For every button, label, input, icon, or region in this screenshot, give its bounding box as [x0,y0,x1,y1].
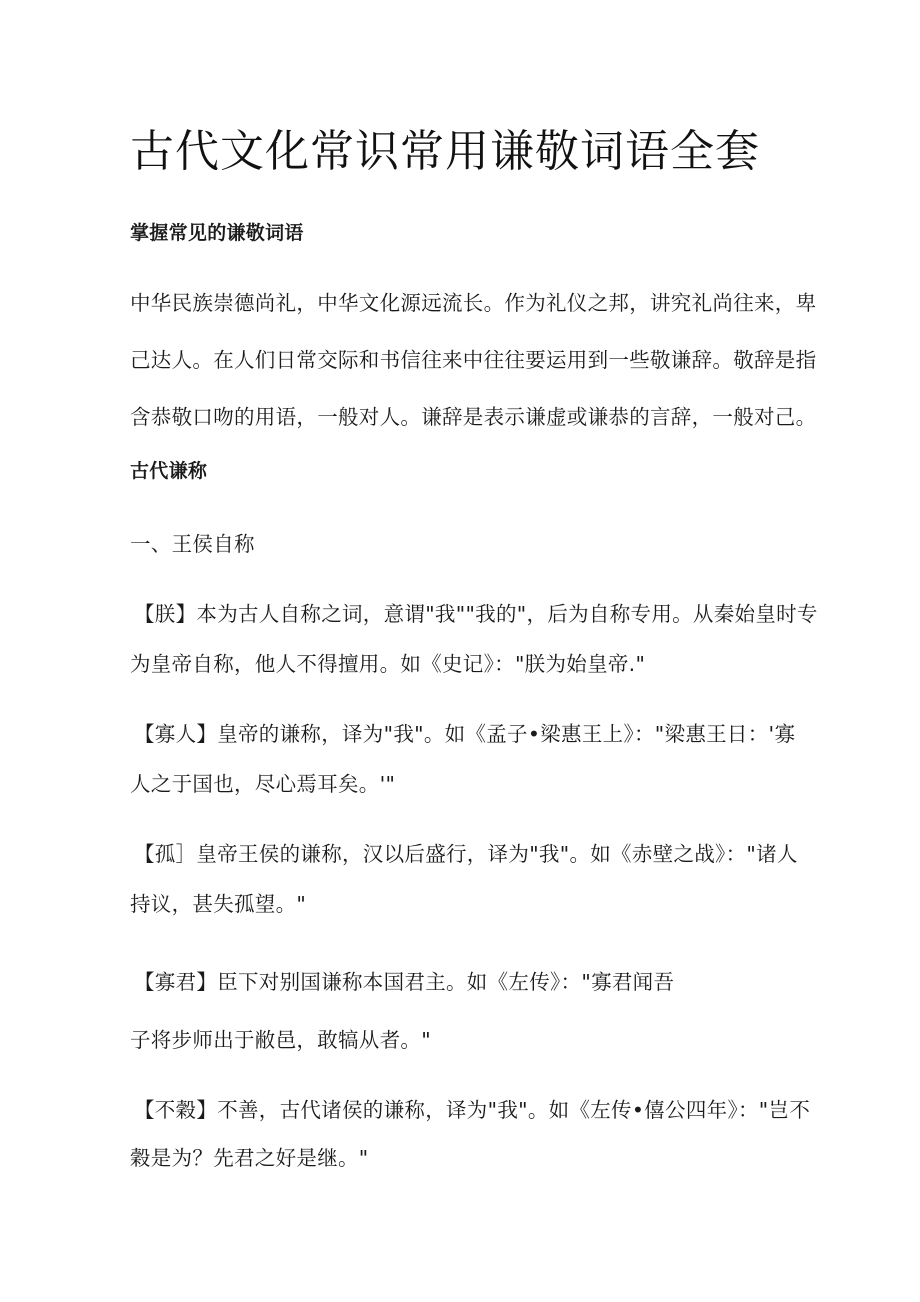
entry-line: 【寡君】臣下对别国谦称本国君主。如《左传》："寡君闻吾 [134,970,675,994]
subsection-heading: 一、王侯自称 [130,532,255,556]
entry-line: 为皇帝自称，他人不得擅用。如《史记》："朕为始皇帝." [130,652,646,676]
intro-line: 己达人。在人们日常交际和书信往来中往往要运用到一些敬谦辞。敬辞是指 [130,348,817,372]
section-heading: 古代谦称 [130,460,208,482]
entry-line: 人之于国也，尽心焉耳矣。'" [130,772,396,796]
entry-line: 【朕】本为古人自称之词，意谓"我""我的"，后为自称专用。从秦始皇时专 [134,602,818,626]
entry-line: 子将步师出于敝邑，敢犒从者。" [130,1028,431,1052]
document-title: 古代文化常识常用谦敬词语全套 [130,126,760,177]
entry-line: 持议，甚失孤望。" [130,892,307,916]
entry-line: 【不穀】不善，古代诸侯的谦称，译为"我"。如《左传•僖公四年》："岂不 [134,1098,811,1122]
section-heading: 掌握常见的谦敬词语 [130,222,304,244]
entry-line: 穀是为？先君之好是继。" [130,1146,369,1170]
entry-line: 【寡人】皇帝的谦称，译为"我"。如《孟子•梁惠王上》："梁惠王日：'寡 [134,722,796,746]
intro-line: 含恭敬口吻的用语，一般对人。谦辞是表示谦虚或谦恭的言辞，一般对己。 [130,405,817,429]
entry-line: 【孤］皇帝王侯的谦称，汉以后盛行，译为"我"。如《赤壁之战》："诸人 [134,842,798,866]
intro-line: 中华民族崇德尚礼，中华文化源远流长。作为礼仪之邦，讲究礼尚往来，卑 [130,291,817,315]
